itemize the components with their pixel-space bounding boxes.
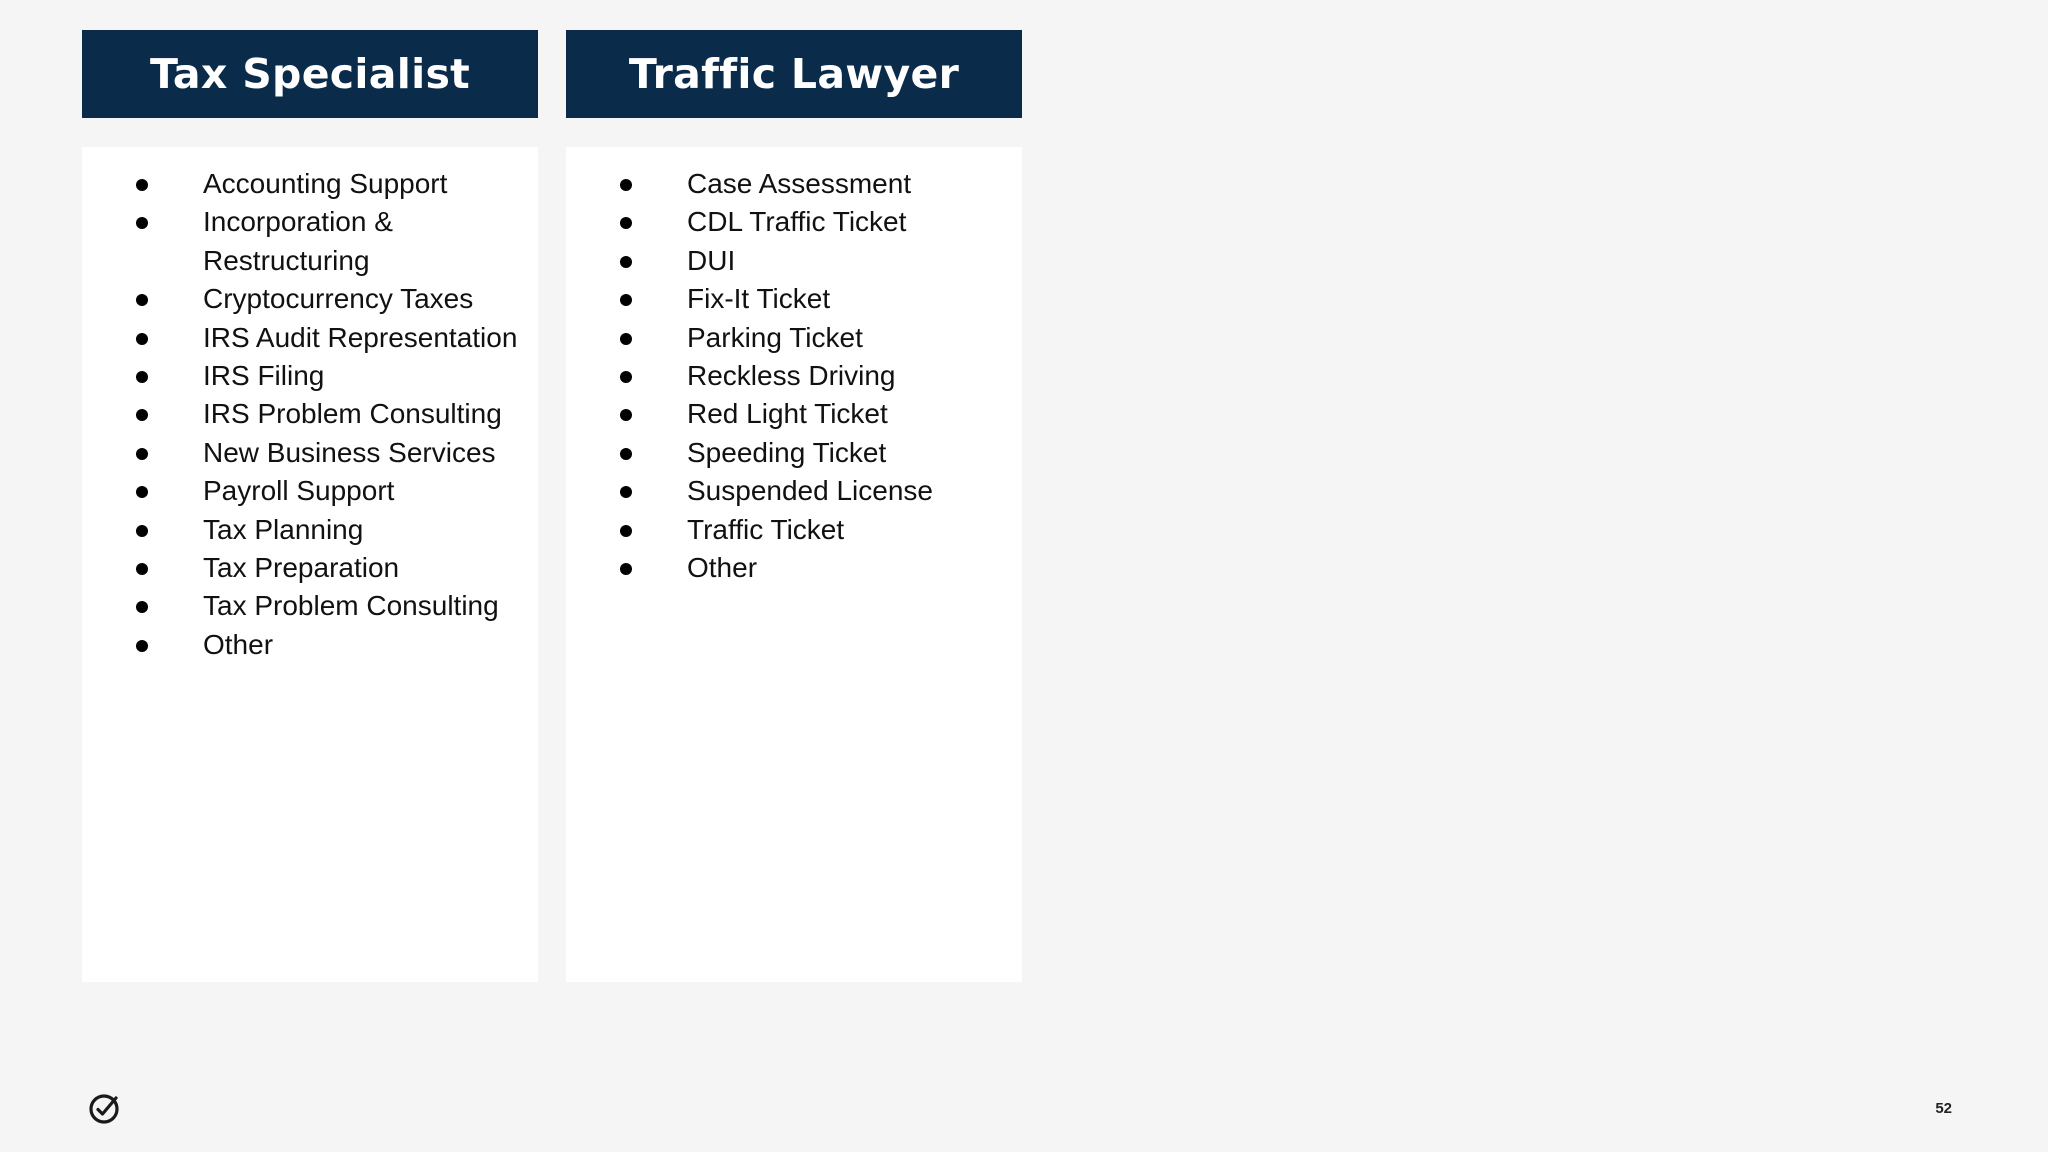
traffic-lawyer-column <box>566 30 1022 982</box>
bullet-icon <box>136 525 148 537</box>
bullet-icon <box>136 333 148 345</box>
list-item-label: Tax Problem Consulting <box>203 590 499 622</box>
bullet-icon <box>136 448 148 460</box>
list-item <box>566 511 1022 549</box>
list-item <box>82 203 538 280</box>
list-item <box>566 165 1022 203</box>
list-item-label: Cryptocurrency Taxes <box>203 283 474 315</box>
bullet-icon <box>136 371 148 383</box>
list-item <box>82 395 538 433</box>
page-number: 52 <box>1935 1100 1952 1117</box>
list-item-label: Red Light Ticket <box>687 398 888 430</box>
bullet-icon <box>620 179 632 191</box>
bullet-icon <box>620 525 632 537</box>
list-item-label: Parking Ticket <box>687 321 863 353</box>
list-item <box>82 357 538 395</box>
list-item <box>566 434 1022 472</box>
list-item-label: Other <box>687 552 758 584</box>
bullet-icon <box>136 563 148 575</box>
tax-specialist-column <box>82 30 538 982</box>
list-item-label: Other <box>203 628 274 660</box>
list-item <box>82 280 538 318</box>
tax-specialist-card <box>82 147 538 982</box>
list-item <box>566 549 1022 587</box>
list-item-label: Tax Preparation <box>203 552 400 584</box>
checkmark-circle-icon <box>87 1092 121 1126</box>
bullet-icon <box>620 563 632 575</box>
bullet-icon <box>136 640 148 652</box>
bullet-icon <box>136 294 148 306</box>
list-item <box>566 472 1022 510</box>
bullet-icon <box>620 256 632 268</box>
list-item-label: IRS Audit Representation <box>203 321 518 353</box>
tax-specialist-header: Tax Specialist <box>82 30 538 118</box>
list-item <box>566 242 1022 280</box>
bullet-icon <box>620 333 632 345</box>
list-item <box>82 626 538 664</box>
list-item <box>566 357 1022 395</box>
list-item-label: IRS Problem Consulting <box>203 398 502 430</box>
tax-specialist-list <box>82 165 538 664</box>
list-item-label: Reckless Driving <box>687 360 896 392</box>
list-item-label: Fix-It Ticket <box>687 283 831 315</box>
list-item <box>566 395 1022 433</box>
list-item <box>82 434 538 472</box>
bullet-icon <box>136 601 148 613</box>
list-item-label: Payroll Support <box>203 475 395 507</box>
bullet-icon <box>620 371 632 383</box>
list-item-label: IRS Filing <box>203 360 325 392</box>
bullet-icon <box>620 294 632 306</box>
bullet-icon <box>136 486 148 498</box>
list-item-label: Case Assessment <box>687 168 912 199</box>
bullet-icon <box>136 409 148 421</box>
traffic-lawyer-card <box>566 147 1022 982</box>
bullet-icon <box>620 409 632 421</box>
list-item-label: CDL Traffic Ticket <box>687 206 907 238</box>
list-item-label: New Business Services <box>203 436 496 468</box>
list-item <box>566 203 1022 241</box>
bullet-icon <box>136 217 148 229</box>
list-item <box>82 165 538 203</box>
list-item <box>82 472 538 510</box>
traffic-lawyer-header: Traffic Lawyer <box>566 30 1022 118</box>
list-item <box>566 319 1022 357</box>
list-item <box>82 511 538 549</box>
list-item-label: DUI <box>687 244 736 276</box>
list-item-label: Traffic Ticket <box>687 513 845 545</box>
list-item-label: Suspended License <box>687 475 933 507</box>
list-item <box>82 549 538 587</box>
list-item <box>82 587 538 625</box>
bullet-icon <box>620 486 632 498</box>
bullet-icon <box>620 217 632 229</box>
bullet-icon <box>620 448 632 460</box>
list-item-label: Tax Planning <box>203 513 364 545</box>
bullet-icon <box>136 179 148 191</box>
list-item-label: Incorporation & Restructuring <box>203 206 393 276</box>
list-item <box>82 319 538 357</box>
traffic-lawyer-list <box>566 165 1022 587</box>
list-item-label: Accounting Support <box>203 168 448 199</box>
list-item-label: Speeding Ticket <box>687 436 887 468</box>
list-item <box>566 280 1022 318</box>
